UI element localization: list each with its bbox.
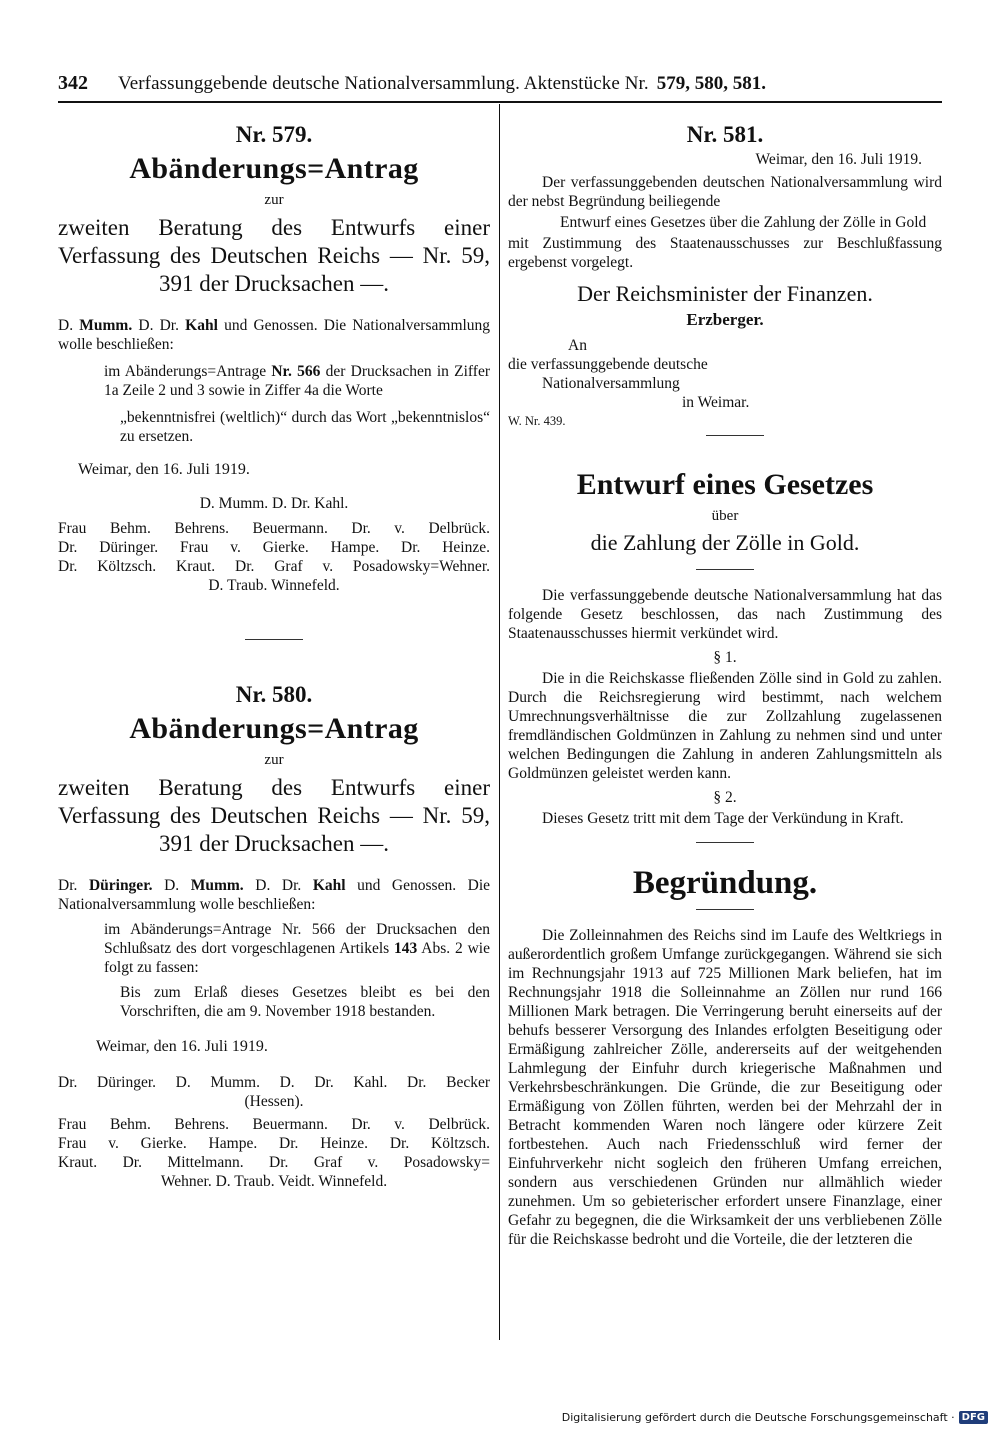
running-header (58, 72, 942, 102)
doc-579-intro (58, 316, 490, 354)
address-line: die verfassunggebende deutsche (508, 356, 708, 373)
intro-name-mumm: Mumm. (190, 877, 244, 894)
column-divider (499, 104, 500, 1340)
doc-580 (58, 682, 490, 1191)
intro-mid: D. Dr. (255, 877, 302, 894)
footer-text: Digitalisierung gefördert durch die Deutsche Forschungsgemeinschaft · (561, 1411, 955, 1424)
instruction-b: Abs. 2 wie folgt zu fassen: (104, 940, 490, 976)
signer-line: (Hessen). (244, 1093, 304, 1110)
left-column (58, 116, 490, 1191)
justification-text: Die Zolleinnahmen des Reichs sind im Laufe des Weltkriegs in außerordentlich großem Umfange zurückgegangen. Während sie sich im Rechnungsjahr 1913 auf 725 Millionen Mark beliefen, hat im Rechnungsjahr 1918 die Solleinnahme an Zöllen nur rund 166 Millionen Mark betragen. Die Verringerung beruht einerseits auf der behufs besserer Versorgung des Inlandes erfolgten Beseitigung oder Ermäßigung zahlreicher Zölle, andererseits auf der weitgehenden Lahmlegung der Einfuhr durch kriegerische Maßnahmen und Verkehrsbeschränkungen. Die Gründe, die zur Beseitigung oder Ermäßigung von Zöllen führten, werden bei der Mehrzahl der in Betracht kommenden Waren noch längere oder kürzere Zeit fortbestehen. Auch nach Friedensschluß wird ferner der Einfuhrverkehr nicht sogleich den früheren Umfang erreichen, sondern aus verschiedenen Gründen nur allmählich wieder zunehmen. Um so gebieterischer erfordert unsere Finanzlage, einer Gefahr zu begegnen, die die Wirksamkeit der uns verbliebenen Zölle für die Reichskasse bedroht und die Vorteile, die der letzteren die (508, 927, 942, 1248)
doc-579-date: Weimar, den 16. Juli 1919. (78, 461, 250, 478)
bill-ueber: über (711, 508, 739, 524)
doc-579 (58, 122, 490, 595)
address-block (508, 336, 942, 412)
signer-line: Frau v. Gierke. Hampe. Dr. Heinze. Dr. Költzsch. (58, 1135, 490, 1152)
doc-580-title: Abänderungs=Antrag (129, 712, 419, 745)
section-divider (696, 909, 754, 910)
signers-main: D. Mumm. D. Dr. Kahl. (199, 495, 349, 512)
signer-line: Dr. Düringer. Frau v. Gierke. Hampe. Dr. Heinze. (58, 539, 490, 556)
signer-line: Dr. Düringer. D. Mumm. D. Dr. Kahl. Dr. Becker (58, 1074, 490, 1091)
instruction-nr: Nr. 566 (271, 363, 321, 380)
header-rule (58, 101, 942, 103)
intro-prefix: D. (58, 317, 74, 334)
bill-subtitle: die Zahlung der Zölle in Gold. (590, 530, 860, 555)
intro-mid: D. (164, 877, 180, 894)
intro-name-kahl: Kahl (185, 317, 218, 334)
section-1-heading: § 1. (713, 649, 737, 666)
doc-581-reference: W. Nr. 439. (508, 414, 566, 428)
doc-579-quote: „bekenntnisfrei (weltlich)“ durch das Wort „bekenntnislos“ zu ersetzen. (120, 409, 490, 445)
doc-581-cover-title: Entwurf eines Gesetzes über die Zahlung der Zölle in Gold (560, 214, 927, 231)
right-column (508, 116, 942, 1249)
section-2-text: Dieses Gesetz tritt mit dem Tage der Verkündung in Kraft. (542, 810, 904, 827)
doc-580-instruction (58, 920, 490, 977)
doc-580-quote: Bis zum Erlaß dieses Gesetzes bleibt es bei den Vorschriften, die am 9. November 1918 bestanden. (120, 984, 490, 1020)
signer-line: Dr. Költzsch. Kraut. Dr. Graf v. Posadowsky=Wehner. (58, 558, 490, 575)
signer-line: Frau Behm. Behrens. Beuermann. Dr. v. Delbrück. (58, 520, 490, 537)
doc-580-subtitle: zweiten Beratung des Entwurfs einer Verfassung des Deutschen Reichs — Nr. 59, 391 der Drucksachen —. (58, 775, 490, 856)
dfg-logo-icon: DFG (959, 1411, 988, 1424)
bill-preamble: Die verfassunggebende deutsche Nationalversammlung hat das folgende Gesetz beschlossen, das nach Zustimmung des Staatenausschusses hiermit verkündet wird. (508, 587, 942, 642)
instruction-a: im Abänderungs=Antrage Nr. 566 der Drucksachen den Schlußsatz des dort vorgeschlagenen Artikels (104, 921, 490, 957)
address-line: in Weimar. (682, 394, 750, 411)
intro-prefix: Dr. (58, 877, 78, 894)
intro-name-mumm: Mumm. (79, 317, 133, 334)
doc-580-signers (58, 1073, 490, 1191)
doc-581 (508, 122, 942, 1249)
section-divider (245, 639, 303, 640)
header-title: Verfassunggebende deutsche Nationalversammlung. Aktenstücke Nr. (118, 73, 649, 94)
doc-580-intro (58, 876, 490, 914)
doc-580-date: Weimar, den 16. Juli 1919. (96, 1038, 268, 1055)
doc-579-zur: zur (264, 192, 284, 208)
doc-581-cover-a: Der verfassunggebenden deutschen Nationalversammlung wird der nebst Begründung beiliegende (508, 174, 942, 210)
doc-579-subtitle: zweiten Beratung des Entwurfs einer Verfassung des Deutschen Reichs — Nr. 59, 391 der Drucksachen —. (58, 215, 490, 296)
intro-rest: und Genossen. Die Nationalversammlung wolle beschließen: (58, 877, 491, 913)
doc-579-signers (58, 494, 490, 595)
doc-580-zur: zur (264, 752, 284, 768)
section-divider (696, 842, 754, 843)
signer-line: D. Traub. Winnefeld. (208, 577, 340, 594)
address-line: Nationalversammlung (542, 375, 680, 392)
address-line: An (568, 337, 587, 354)
signer-line: Kraut. Dr. Mittelmann. Dr. Graf v. Posadowsky= (58, 1154, 490, 1171)
digitization-footer (562, 1411, 988, 1424)
bill-title: Entwurf eines Gesetzes (576, 468, 874, 501)
header-numbers: 579, 580, 581. (656, 73, 767, 94)
doc-580-number: Nr. 580. (235, 682, 313, 707)
section-divider (696, 569, 754, 570)
intro-rest: und Genossen. Die Nationalversammlung wolle beschließen: (58, 317, 491, 353)
doc-579-number: Nr. 579. (235, 122, 313, 147)
signer-line: Frau Behm. Behrens. Beuermann. Dr. v. Delbrück. (58, 1116, 490, 1133)
instruction-b: der Drucksachen in Ziffer 1a Zeile 2 und 3 sowie in Ziffer 4a die Worte (104, 363, 491, 399)
intro-name-dueringer: Düringer. (88, 877, 153, 894)
signer-line: Wehner. D. Traub. Veidt. Winnefeld. (160, 1173, 388, 1190)
justification-title: Begründung. (632, 865, 818, 901)
doc-581-cover-b: mit Zustimmung des Staatenausschusses zur Beschlußfassung ergebenst vorgelegt. (508, 235, 942, 271)
intro-mid: D. Dr. (138, 317, 179, 334)
page-number: 342 (58, 72, 88, 94)
section-2-heading: § 2. (713, 789, 737, 806)
section-divider (706, 435, 764, 436)
instruction-article-number: 143 (394, 940, 418, 957)
minister-signature: Erzberger. (686, 310, 764, 329)
intro-name-kahl: Kahl (312, 877, 346, 894)
instruction-a: im Abänderungs=Antrage (104, 363, 267, 380)
minister-title: Der Reichsminister der Finanzen. (577, 281, 873, 306)
doc-579-title: Abänderungs=Antrag (129, 152, 419, 185)
doc-581-date: Weimar, den 16. Juli 1919. (755, 151, 922, 168)
section-1-text: Die in die Reichskasse fließenden Zölle sind in Gold zu zahlen. Durch die Reichsregierung wird bestimmt, nach welchem Umrechnungsverhältnisse die zur Zollzahlung zugelassenen fremdländischen Goldmünzen in Zahlung zu nehmen sind und unter welchen Bedingungen die Zahlung in anderen Zahlungsmitteln als Goldmünzen geleistet werden kann. (508, 670, 942, 782)
doc-579-instruction (58, 362, 490, 400)
doc-581-number: Nr. 581. (686, 122, 764, 147)
